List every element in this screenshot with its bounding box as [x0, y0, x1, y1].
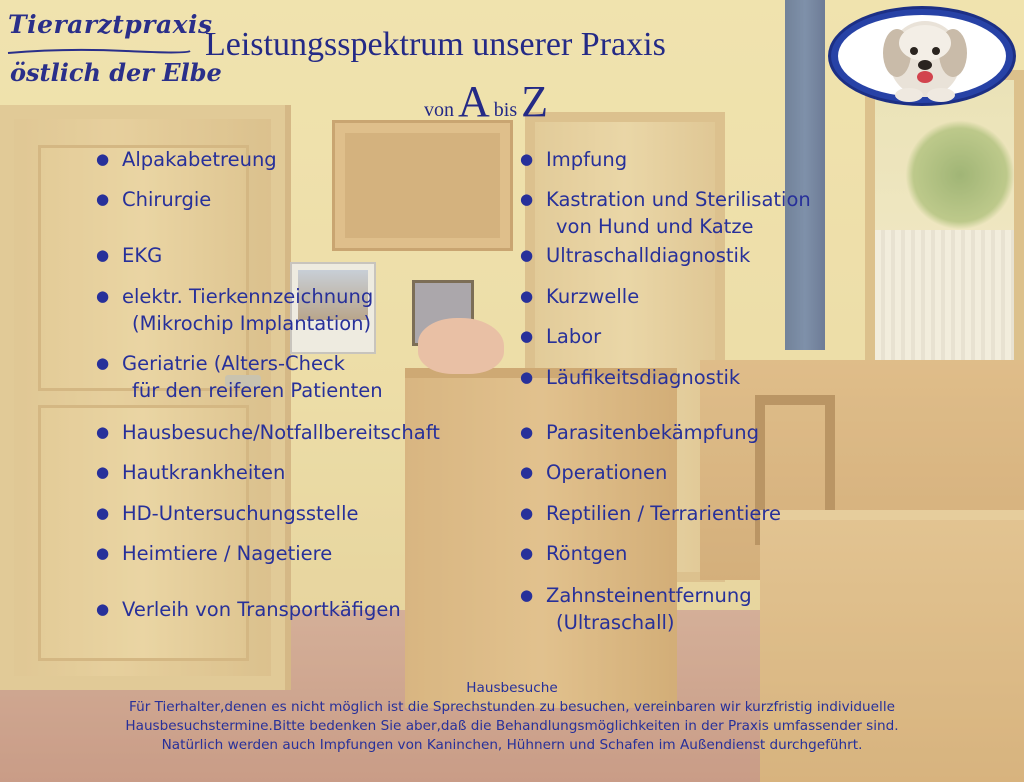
bullet-dot-icon: ● [96, 150, 110, 168]
bullet-dot-icon: ● [520, 150, 534, 168]
bullet-dot-icon: ● [96, 354, 110, 372]
bullet-dot-icon: ● [96, 246, 110, 264]
subtitle-bis: bis [493, 99, 518, 121]
footer-line-1: Für Tierhalter,denen es nicht möglich ist die Sprechstunden zu besuchen, vereinbaren wir kurzfristig individuelle [129, 699, 895, 715]
list-item: ● Chirurgie [96, 188, 212, 211]
bullet-dot-icon: ● [520, 504, 534, 522]
list-item: ● Alpakabetreung [96, 148, 277, 171]
practice-logo[interactable] [6, 8, 222, 98]
list-item: ● Labor [520, 325, 602, 348]
house-call-info [0, 679, 1024, 755]
list-item: ● Impfung [520, 148, 628, 171]
bullet-dot-icon: ● [520, 368, 534, 386]
list-item: ● elektr. Tierkennzeichnung (Mikrochip Implantation) [96, 285, 374, 335]
subtitle-von: von [424, 99, 454, 121]
bullet-dot-icon: ● [520, 327, 534, 345]
bullet-dot-icon: ● [96, 504, 110, 522]
logo-swoosh-icon [6, 48, 192, 56]
list-item: ● Zahnsteinentfernung (Ultraschall) [520, 584, 752, 634]
list-item: ● Röntgen [520, 542, 628, 565]
subtitle-letter-a: A [458, 77, 490, 126]
dog-badge[interactable] [828, 6, 1016, 106]
list-item: ● Verleih von Transportkäfigen [96, 598, 401, 621]
list-item: ● Geriatrie (Alters-Check für den reiferen Patienten [96, 352, 383, 402]
bullet-dot-icon: ● [520, 246, 534, 264]
bullet-dot-icon: ● [520, 423, 534, 441]
page-title: Leistungsspektrum unserer Praxis [205, 26, 666, 63]
bullet-dot-icon: ● [520, 586, 534, 604]
dog-portrait-icon [879, 13, 971, 103]
bullet-dot-icon: ● [520, 287, 534, 305]
list-item: ● Reptilien / Terrarientiere [520, 502, 781, 525]
logo-line-1: Tierarztpraxis [8, 10, 213, 39]
list-item: ● Hausbesuche/Notfallbereitschaft [96, 421, 440, 444]
list-item: ● Parasitenbekämpfung [520, 421, 759, 444]
page-subtitle [424, 76, 624, 126]
list-item: ● Heimtiere / Nagetiere [96, 542, 333, 565]
logo-line-2: östlich der Elbe [10, 58, 222, 87]
list-item: ● Kastration und Sterilisation von Hund und Katze [520, 188, 811, 238]
list-item: ● Kurzwelle [520, 285, 640, 308]
subtitle-letter-z: Z [521, 77, 549, 126]
bullet-dot-icon: ● [96, 287, 110, 305]
list-item: ● EKG [96, 244, 163, 267]
list-item: ● HD-Untersuchungsstelle [96, 502, 359, 525]
bullet-dot-icon: ● [520, 190, 534, 208]
bullet-dot-icon: ● [96, 463, 110, 481]
footer-heading: Hausbesuche [466, 680, 558, 696]
list-item: ● Ultraschalldiagnostik [520, 244, 751, 267]
bullet-dot-icon: ● [520, 544, 534, 562]
list-item: ● Operationen [520, 461, 668, 484]
footer-line-2: Hausbesuchstermine.Bitte bedenken Sie aber,daß die Behandlungsmöglichkeiten in der Praxis umfassender sind. [125, 718, 899, 734]
bullet-dot-icon: ● [520, 463, 534, 481]
bullet-dot-icon: ● [96, 544, 110, 562]
list-item: ● Hautkrankheiten [96, 461, 286, 484]
list-item: ● Läufikeitsdiagnostik [520, 366, 741, 389]
bullet-dot-icon: ● [96, 423, 110, 441]
footer-line-3: Natürlich werden auch Impfungen von Kaninchen, Hühnern und Schafen im Außendienst durchgeführt. [161, 737, 863, 753]
bullet-dot-icon: ● [96, 190, 110, 208]
bullet-dot-icon: ● [96, 600, 110, 618]
